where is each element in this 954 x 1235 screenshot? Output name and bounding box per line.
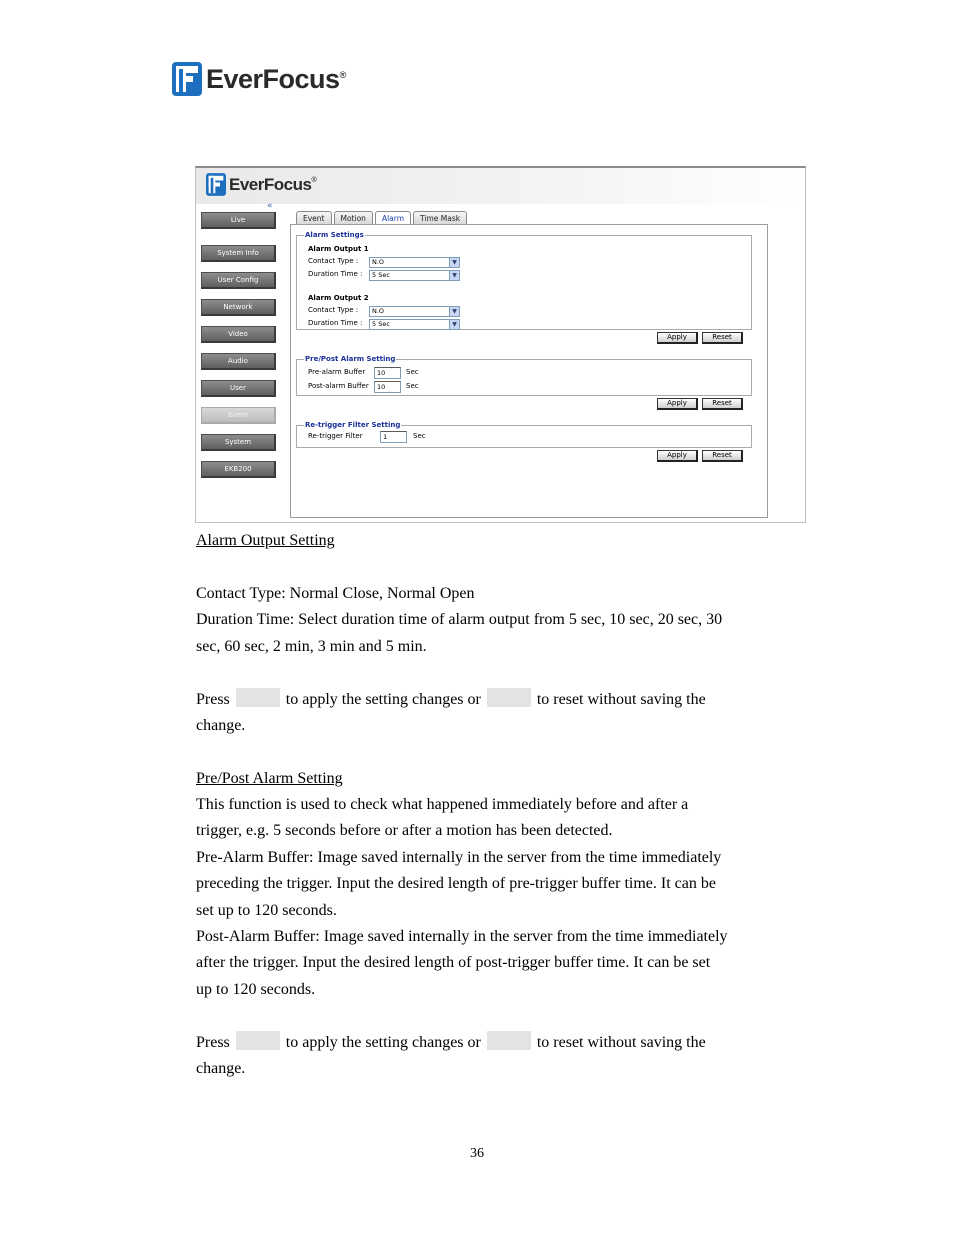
chevron-down-icon: ▼	[449, 271, 459, 280]
reset-button-image-placeholder	[487, 688, 531, 707]
contact-type-1-label: Contact Type :	[308, 257, 359, 265]
duration-time-1-value: 5 Sec	[372, 271, 390, 279]
retrigger-filter-legend: Re-trigger Filter Setting	[305, 421, 401, 429]
prepost-alarm-legend: Pre/Post Alarm Setting	[305, 355, 396, 363]
duration-time-2-value: 5 Sec	[372, 320, 390, 328]
alarm-output-1-title: Alarm Output 1	[308, 245, 369, 253]
sidebar-item-video[interactable]: Video	[201, 326, 276, 343]
sidebar-item-system-info[interactable]: System Info	[201, 245, 276, 262]
prepost-text-line6: Post-Alarm Buffer: Image saved internally in the server from the time immediately	[196, 928, 728, 945]
prepost-text-line5: set up to 120 seconds.	[196, 902, 337, 919]
contact-type-2-label: Contact Type :	[308, 306, 359, 314]
duration-time-text-line2: sec, 60 sec, 2 min, 3 min and 5 min.	[196, 638, 427, 655]
post-alarm-buffer-label: Post-alarm Buffer	[308, 382, 369, 390]
press-word: Press	[196, 691, 230, 708]
retrigger-filter-label: Re-trigger Filter	[308, 432, 363, 440]
press-word: Press	[196, 1034, 230, 1051]
pre-alarm-buffer-input[interactable]: 10	[374, 367, 401, 379]
tab-time-mask[interactable]: Time Mask	[413, 211, 467, 225]
prepost-text-line7: after the trigger. Input the desired length of post-trigger buffer time. It can be set	[196, 954, 711, 971]
post-alarm-buffer-input[interactable]: 10	[374, 381, 401, 393]
press-instruction-1	[196, 687, 706, 713]
prepost-apply-button[interactable]: Apply	[657, 398, 698, 410]
apply-instruction-text: to apply the setting changes or	[285, 691, 481, 708]
sidebar-item-user-config[interactable]: User Config	[201, 272, 276, 289]
reset-instruction-text: to reset without saving the	[536, 691, 706, 708]
pre-alarm-unit: Sec	[406, 368, 419, 376]
tab-motion[interactable]: Motion	[334, 211, 373, 225]
alarm-settings-screenshot	[195, 166, 806, 523]
post-alarm-unit: Sec	[406, 382, 419, 390]
alarm-reset-button[interactable]: Reset	[702, 332, 743, 344]
pre-alarm-buffer-label: Pre-alarm Buffer	[308, 368, 366, 376]
duration-time-1-label: Duration Time :	[308, 270, 363, 278]
retrigger-reset-button[interactable]: Reset	[702, 450, 743, 462]
prepost-alarm-group	[296, 356, 752, 396]
prepost-reset-button[interactable]: Reset	[702, 398, 743, 410]
prepost-text-line4: preceding the trigger. Input the desired length of pre-trigger buffer time. It can be	[196, 875, 716, 892]
retrigger-filter-group	[296, 422, 752, 448]
brand-name: EverFocus	[206, 63, 340, 94]
alarm-output-setting-heading: Alarm Output Setting	[196, 532, 335, 549]
page-number: 36	[470, 1146, 484, 1161]
tab-event[interactable]: Event	[296, 211, 332, 225]
contact-type-1-value: N.O	[372, 258, 385, 266]
contact-type-1-select[interactable]	[369, 257, 460, 268]
prepost-text-line3: Pre-Alarm Buffer: Image saved internally in the server from the time immediately	[196, 849, 722, 866]
event-tabs	[296, 211, 469, 225]
everfocus-logo-mark-icon	[206, 173, 226, 196]
prepost-text-line8: up to 120 seconds.	[196, 981, 316, 998]
duration-time-text-line1: Duration Time: Select duration time of alarm output from 5 sec, 10 sec, 20 sec, 30	[196, 611, 723, 628]
sidebar-item-audio[interactable]: Audio	[201, 353, 276, 370]
retrigger-apply-button[interactable]: Apply	[657, 450, 698, 462]
sidebar-item-ekb200[interactable]: EKB200	[201, 461, 276, 478]
collapse-sidebar-icon[interactable]: «	[267, 201, 273, 211]
contact-type-text: Contact Type: Normal Close, Normal Open	[196, 585, 475, 602]
everfocus-logo-mark-icon	[172, 62, 202, 96]
duration-time-1-select[interactable]	[369, 270, 460, 281]
duration-time-2-label: Duration Time :	[308, 319, 363, 327]
apply-instruction-text: to apply the setting changes or	[285, 1034, 481, 1051]
sidebar-item-event[interactable]: Event	[201, 407, 276, 424]
screenshot-header	[196, 168, 805, 204]
prepost-alarm-heading: Pre/Post Alarm Setting	[196, 770, 343, 787]
alarm-settings-legend: Alarm Settings	[305, 231, 364, 239]
tab-alarm[interactable]: Alarm	[375, 211, 411, 225]
sidebar-item-network[interactable]: Network	[201, 299, 276, 316]
reset-button-image-placeholder	[487, 1031, 531, 1050]
reset-instruction-text: to reset without saving the	[536, 1034, 706, 1051]
screenshot-registered-mark: ®	[311, 177, 317, 184]
sidebar	[201, 212, 277, 488]
contact-type-2-select[interactable]	[369, 306, 460, 317]
chevron-down-icon: ▼	[449, 307, 459, 316]
sidebar-item-live[interactable]: Live	[201, 212, 276, 229]
retrigger-filter-input[interactable]: 1	[380, 431, 407, 443]
sidebar-item-user[interactable]: User	[201, 380, 276, 397]
screenshot-brand-name: EverFocus	[229, 174, 312, 194]
press-instruction-2	[196, 1030, 706, 1056]
alarm-output-2-title: Alarm Output 2	[308, 294, 369, 302]
everfocus-logo	[172, 62, 346, 96]
sidebar-item-system[interactable]: System	[201, 434, 276, 451]
press-instruction-2-end: change.	[196, 1060, 246, 1077]
registered-mark: ®	[339, 70, 347, 80]
chevron-down-icon: ▼	[449, 258, 459, 267]
alarm-apply-button[interactable]: Apply	[657, 332, 698, 344]
duration-time-2-select[interactable]	[369, 319, 460, 330]
apply-button-image-placeholder	[236, 688, 280, 707]
chevron-down-icon: ▼	[449, 320, 459, 329]
prepost-text-line2: trigger, e.g. 5 seconds before or after a motion has been detected.	[196, 822, 613, 839]
screenshot-logo	[206, 173, 317, 196]
contact-type-2-value: N.O	[372, 307, 385, 315]
press-instruction-1-end: change.	[196, 717, 246, 734]
retrigger-filter-unit: Sec	[413, 432, 426, 440]
prepost-text-line1: This function is used to check what happened immediately before and after a	[196, 796, 689, 813]
apply-button-image-placeholder	[236, 1031, 280, 1050]
alarm-settings-group	[296, 232, 752, 330]
